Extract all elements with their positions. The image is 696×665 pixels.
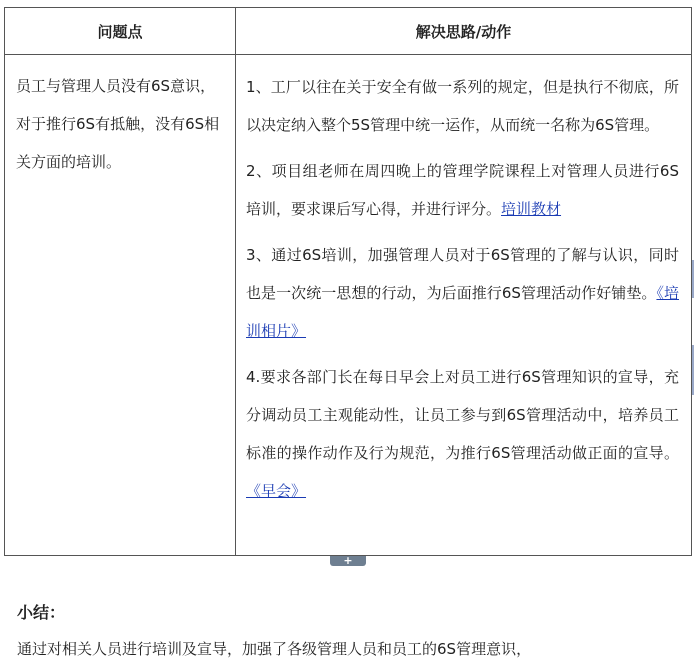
problem-cell	[5, 55, 236, 555]
training-photos-link[interactable]: 《培训相片》	[246, 284, 679, 340]
solution-item-1	[246, 68, 679, 144]
summary-title: 小结：	[17, 603, 66, 622]
morning-meeting-link[interactable]: 《早会》	[246, 482, 307, 500]
training-material-link[interactable]: 培训教材	[501, 200, 562, 218]
solution-item-4-text: 4.要求各部门长在每日早会上对员工进行6S管理知识的宣导，充分调动员工主观能动性，让员工参与到6S管理活动中，培养员工标准的操作动作及行为规范，为推行6S管理活动做正面的宣导。	[246, 368, 679, 462]
solution-item-4	[246, 358, 679, 510]
solution-item-2-text: 2、项目组老师在周四晚上的管理学院课程上对管理人员进行6S培训，要求课后写心得，并进行评分。	[246, 162, 679, 218]
plus-icon: +	[343, 554, 353, 567]
solution-item-3	[246, 236, 679, 350]
header-solution: 解决思路/动作	[236, 8, 691, 55]
solution-item-1-text: 1、工厂以往在关于安全有做一系列的规定，但是执行不彻底，所以决定纳入整个5S管理中统一运作，从而统一名称为6S管理。	[246, 78, 679, 134]
summary-text: 通过对相关人员进行培训及宣导，加强了各级管理人员和员工的6S管理意识，	[17, 640, 532, 658]
problem-solution-table	[4, 7, 692, 556]
solution-cell	[236, 55, 691, 555]
solution-item-3-text: 3、通过6S培训，加强管理人员对于6S管理的了解与认识，同时也是一次统一思想的行动，为后面推行6S管理活动作好铺垫。	[246, 246, 679, 302]
problem-text: 员工与管理人员没有6S意识，对于推行6S有抵触，没有6S相关方面的培训。	[16, 77, 220, 171]
solution-item-2	[246, 152, 679, 228]
scroll-marker-upper	[692, 260, 694, 298]
expand-handle[interactable]	[330, 556, 366, 566]
header-problem: 问题点	[5, 8, 236, 55]
scroll-marker-lower	[692, 345, 694, 395]
